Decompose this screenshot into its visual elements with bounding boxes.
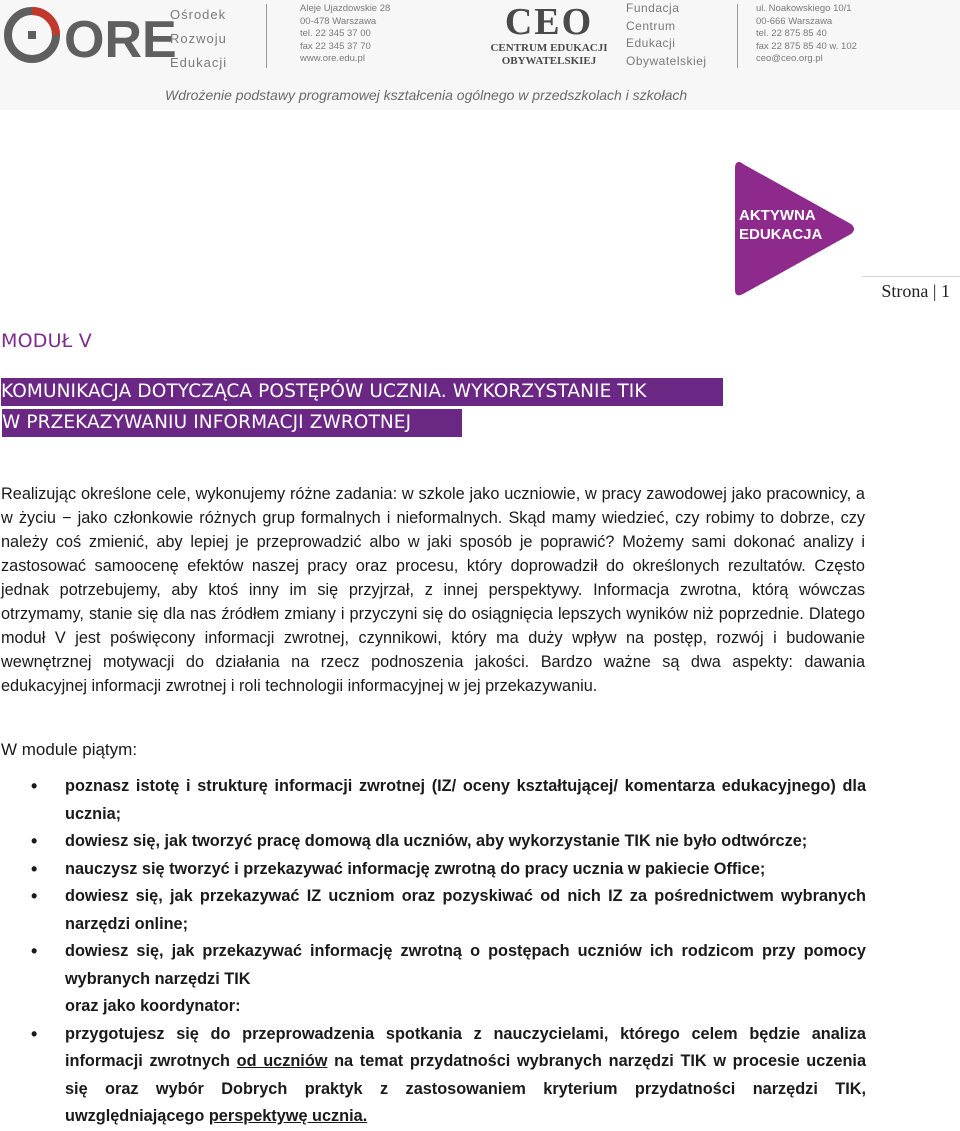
intro-sentence: Bardzo ważne są dwa aspekty: dawania edukacyjnej informacji zwrotnej i roli technologii informacyjnej w jej przekazywaniu. xyxy=(1,653,865,695)
header-divider xyxy=(266,4,267,68)
module-banner xyxy=(1,378,723,438)
banner-line-2: W PRZEKAZYWANIU INFORMACJI ZWROTNEJ xyxy=(1,408,463,438)
intro-sentence: Dlatego moduł V jest poświęcony informacji zwrotnej, czynnikowi, który ma duży wpływ na postęp, rozwój i budowanie wewnętrznej motywacji do działania na rzecz podnoszenia jakości. xyxy=(1,605,865,671)
page-number: Strona | 1 xyxy=(881,281,950,301)
ceo-logo xyxy=(484,2,614,70)
list-item xyxy=(0,883,866,938)
foundation-word: Fundacja xyxy=(626,1,680,15)
ore-address xyxy=(300,3,390,66)
intro-sentence: Często jednak potrzebujemy, aby ktoś inny im się przyjrzał, z innej perspektywy. xyxy=(1,557,865,599)
ore-address-line: 00-478 Warszawa xyxy=(300,15,377,27)
objectives-list xyxy=(0,773,866,1131)
bullet-icon: • xyxy=(31,941,38,961)
underlined-text: perspektywę ucznia. xyxy=(208,1107,368,1125)
intro-sentence: Możemy sami dokonać analizy i zastosować samoocenę efektów naszej pracy oraz procesu, który doprowadził do określonych rezultatów. xyxy=(1,533,866,575)
list-item-text: na temat przydatności wybranych narzędzi TIK w procesie uczenia się oraz wybór Dobrych praktyk z zastosowaniem kryterium przydatności narzędzi TIK, uwzględniającego xyxy=(65,1052,867,1125)
ae-logo-line1: AKTYWNA xyxy=(739,207,816,224)
page-number-rule xyxy=(862,276,960,277)
project-title: Wdrożenie podstawy programowej kształcenia ogólnego w przedszkolach i szkołach xyxy=(165,87,688,103)
foundation-word: Centrum xyxy=(626,18,676,33)
ore-word-2: Rozwoju xyxy=(170,31,227,46)
list-item-text: dowiesz się, jak przekazywać informację zwrotną o postępach uczniów ich rodzicom przy pomocy wybranych narzędzi TIK xyxy=(65,942,866,988)
list-item xyxy=(0,938,866,993)
module-title: MODUŁ V xyxy=(1,330,93,352)
ore-name xyxy=(170,3,227,75)
ceo-address-line: fax 22 875 85 40 w. 102 xyxy=(756,40,857,52)
ore-word-1: Ośrodek xyxy=(170,7,227,22)
ceo-sub-line: CENTRUM EDUKACJI xyxy=(490,42,608,54)
list-item-text: poznasz istotę i strukturę informacji zwrotnej (IZ/ oceny kształtującej/ komentarza edukacyjnego) dla ucznia; xyxy=(65,777,866,823)
intro-paragraph xyxy=(1,482,865,698)
ore-address-line: www.ore.edu.pl xyxy=(300,53,365,64)
list-item xyxy=(0,1021,866,1131)
ceo-address xyxy=(756,3,857,66)
intro-sentence: Informacja zwrotna, którą wówczas otrzymamy, stanie się dla nas źródłem zmiany i przyczyni się do osiągnięcia lepszych wyników niż poprzednie. xyxy=(1,581,865,623)
page-header xyxy=(0,0,960,110)
underlined-text: od uczniów xyxy=(236,1052,328,1070)
ore-address-line: fax 22 345 37 70 xyxy=(300,40,371,52)
ore-address-line: Aleje Ujazdowskie 28 xyxy=(300,3,391,14)
list-item-text: dowiesz się, jak tworzyć pracę domową dla uczniów, aby wykorzystanie TIK nie było odtwórcze; xyxy=(65,832,808,850)
list-item-text: dowiesz się, jak przekazywać IZ uczniom oraz pozyskiwać od nich IZ za pośrednictwem wybranych narzędzi online; xyxy=(65,887,866,933)
ae-logo-line2: EDUKACJA xyxy=(739,226,823,243)
bullet-icon: • xyxy=(31,831,38,851)
ceo-address-line: 00-666 Warszawa xyxy=(756,15,833,27)
ceo-address-line: ceo@ceo.org.pl xyxy=(756,53,823,64)
bullet-icon: • xyxy=(31,858,38,879)
ceo-address-line: tel. 22 875 85 40 xyxy=(756,28,827,39)
coordinator-line: oraz jako koordynator: xyxy=(65,997,241,1015)
ceo-address-line: ul. Noakowskiego 10/1 xyxy=(756,3,852,14)
intro-sentence: Realizując określone cele, wykonujemy różne zadania: w szkole jako uczniowie, w pracy zawodowej jako pracownicy, a w życiu − jako członkowie różnych grup formalnych i nieformalnych. xyxy=(1,485,865,527)
list-item-text: przygotujesz się do przeprowadzenia spotkania z nauczycielami, którego celem będzie analiza informacji zwrotnych xyxy=(65,1024,866,1070)
bullet-icon: • xyxy=(31,1023,38,1044)
list-item xyxy=(0,856,866,884)
list-item-text: nauczysz się tworzyć i przekazywać informację zwrotną do pracy ucznia w pakiecie Office; xyxy=(65,859,766,878)
bullet-icon: • xyxy=(31,776,38,796)
ore-logo xyxy=(4,4,177,69)
ceo-mark: CEO xyxy=(504,1,594,43)
foundation-word: Obywatelskiej xyxy=(626,53,707,68)
foundation-name xyxy=(626,0,707,70)
list-item xyxy=(0,773,866,828)
header-divider xyxy=(737,4,738,68)
bullet-icon: • xyxy=(31,886,38,906)
banner-line-1: KOMUNIKACJA DOTYCZĄCA POSTĘPÓW UCZNIA. WYKORZYSTANIE TIK xyxy=(1,378,723,406)
foundation-word: Edukacji xyxy=(626,36,676,50)
ore-word-3: Edukacji xyxy=(170,55,228,70)
list-item xyxy=(0,828,866,856)
aktywna-edukacja-logo xyxy=(731,158,859,300)
module-subheading: W module piątym: xyxy=(1,740,138,759)
intro-sentence: Skąd mamy wiedzieć, czy robimy to dobrze, czy należy coś zmienić, aby lepiej je przeprowadzić albo w jaki sposób je poprawić? xyxy=(1,509,865,551)
ceo-sub-line: OBYWATELSKIEJ xyxy=(501,55,597,67)
ore-logo-text: ORE xyxy=(64,11,177,69)
ore-address-line: tel. 22 345 37 00 xyxy=(300,28,371,39)
